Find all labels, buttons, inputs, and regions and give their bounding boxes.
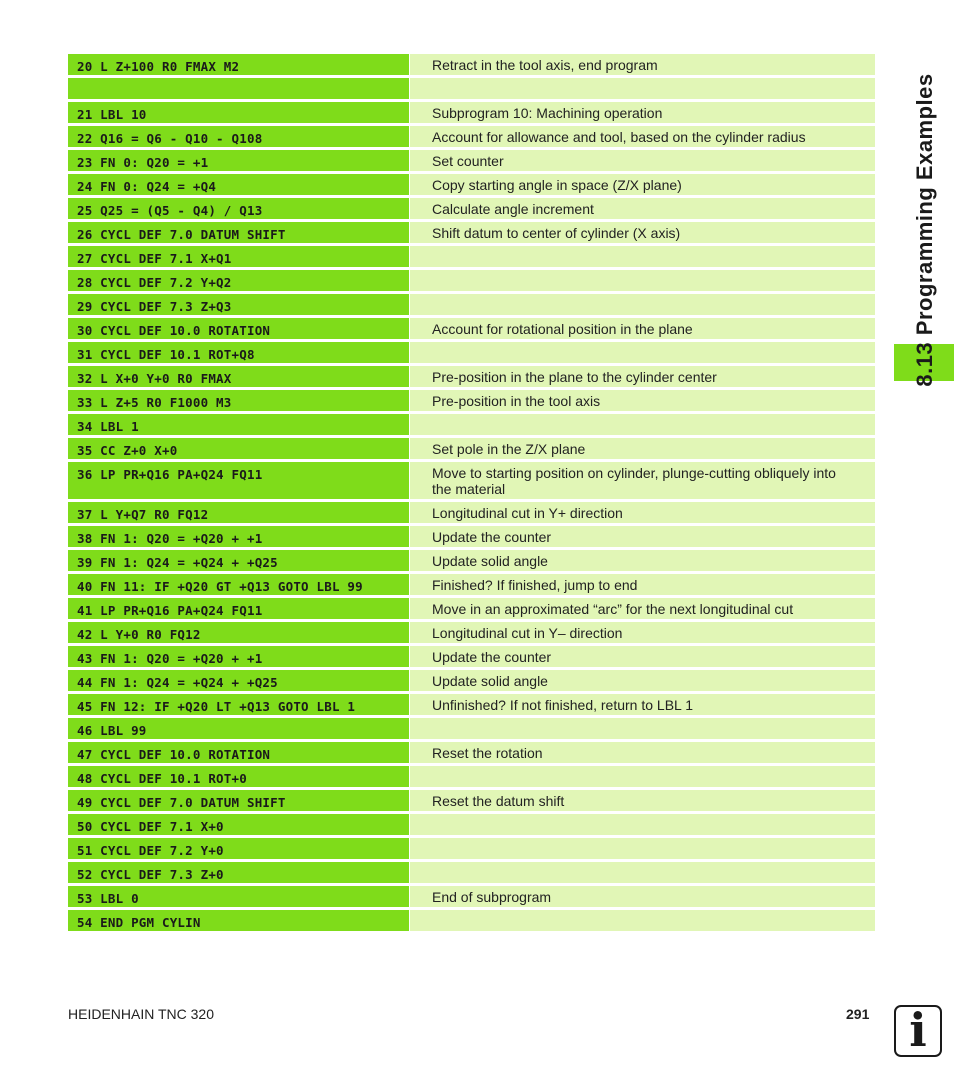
- nc-code-cell: 44 FN 1: Q24 = +Q24 + +Q25: [68, 670, 409, 691]
- chapter-title: 8.13 Programming Examples: [912, 73, 937, 387]
- table-row: [68, 270, 875, 291]
- description-cell: Move to starting position on cylinder, plunge-cutting obliquely into the material: [410, 462, 875, 499]
- table-row: [68, 502, 875, 523]
- description-cell: [410, 246, 875, 267]
- description-cell: [410, 862, 875, 883]
- nc-code-cell: [68, 78, 409, 99]
- description-cell: [410, 270, 875, 291]
- table-row: [68, 54, 875, 75]
- nc-code-cell: 30 CYCL DEF 10.0 ROTATION: [68, 318, 409, 339]
- description-cell: Pre-position in the plane to the cylinder center: [410, 366, 875, 387]
- table-row: [68, 366, 875, 387]
- description-cell: Shift datum to center of cylinder (X axis): [410, 222, 875, 243]
- nc-code-cell: 42 L Y+0 R0 FQ12: [68, 622, 409, 643]
- description-cell: Reset the rotation: [410, 742, 875, 763]
- nc-code-cell: 39 FN 1: Q24 = +Q24 + +Q25: [68, 550, 409, 571]
- description-cell: Subprogram 10: Machining operation: [410, 102, 875, 123]
- nc-code-cell: 51 CYCL DEF 7.2 Y+0: [68, 838, 409, 859]
- table-row: [68, 342, 875, 363]
- nc-code-cell: 23 FN 0: Q20 = +1: [68, 150, 409, 171]
- nc-code-cell: 31 CYCL DEF 10.1 ROT+Q8: [68, 342, 409, 363]
- nc-code-cell: 37 L Y+Q7 R0 FQ12: [68, 502, 409, 523]
- table-row: [68, 598, 875, 619]
- nc-code-cell: 54 END PGM CYLIN: [68, 910, 409, 931]
- table-row: [68, 910, 875, 931]
- table-row: [68, 814, 875, 835]
- nc-code-cell: 33 L Z+5 R0 F1000 M3: [68, 390, 409, 411]
- description-cell: Calculate angle increment: [410, 198, 875, 219]
- table-row: [68, 574, 875, 595]
- nc-code-cell: 26 CYCL DEF 7.0 DATUM SHIFT: [68, 222, 409, 243]
- table-row: [68, 294, 875, 315]
- table-row: [68, 78, 875, 99]
- table-row: [68, 150, 875, 171]
- description-cell: Reset the datum shift: [410, 790, 875, 811]
- nc-code-cell: 28 CYCL DEF 7.2 Y+Q2: [68, 270, 409, 291]
- table-row: [68, 766, 875, 787]
- description-cell: Finished? If finished, jump to end: [410, 574, 875, 595]
- nc-code-cell: 29 CYCL DEF 7.3 Z+Q3: [68, 294, 409, 315]
- table-row: [68, 670, 875, 691]
- description-cell: [410, 766, 875, 787]
- nc-code-cell: 50 CYCL DEF 7.1 X+0: [68, 814, 409, 835]
- table-row: [68, 438, 875, 459]
- description-cell: Retract in the tool axis, end program: [410, 54, 875, 75]
- description-cell: [410, 838, 875, 859]
- nc-code-cell: 25 Q25 = (Q5 - Q4) / Q13: [68, 198, 409, 219]
- description-cell: [410, 294, 875, 315]
- nc-code-cell: 46 LBL 99: [68, 718, 409, 739]
- description-cell: Set counter: [410, 150, 875, 171]
- table-row: [68, 694, 875, 715]
- table-row: [68, 886, 875, 907]
- info-icon: [894, 1005, 942, 1057]
- table-row: [68, 622, 875, 643]
- page-number: 291: [846, 1006, 870, 1022]
- table-row: [68, 550, 875, 571]
- table-row: [68, 790, 875, 811]
- description-cell: Account for rotational position in the plane: [410, 318, 875, 339]
- nc-code-cell: 41 LP PR+Q16 PA+Q24 FQ11: [68, 598, 409, 619]
- description-cell: Account for allowance and tool, based on the cylinder radius: [410, 126, 875, 147]
- table-row: [68, 174, 875, 195]
- description-cell: [410, 910, 875, 931]
- table-row: [68, 246, 875, 267]
- description-cell: [410, 718, 875, 739]
- description-cell: Pre-position in the tool axis: [410, 390, 875, 411]
- table-row: [68, 838, 875, 859]
- description-cell: [410, 814, 875, 835]
- description-cell: Copy starting angle in space (Z/X plane): [410, 174, 875, 195]
- description-cell: Unfinished? If not finished, return to LBL 1: [410, 694, 875, 715]
- description-cell: Longitudinal cut in Y+ direction: [410, 502, 875, 523]
- description-cell: Set pole in the Z/X plane: [410, 438, 875, 459]
- table-row: [68, 862, 875, 883]
- description-cell: Update solid angle: [410, 670, 875, 691]
- nc-code-cell: 27 CYCL DEF 7.1 X+Q1: [68, 246, 409, 267]
- description-cell: [410, 414, 875, 435]
- nc-code-cell: 47 CYCL DEF 10.0 ROTATION: [68, 742, 409, 763]
- nc-code-cell: 53 LBL 0: [68, 886, 409, 907]
- description-cell: Update solid angle: [410, 550, 875, 571]
- table-row: [68, 462, 875, 499]
- table-row: [68, 646, 875, 667]
- table-row: [68, 742, 875, 763]
- table-row: [68, 414, 875, 435]
- nc-code-cell: 52 CYCL DEF 7.3 Z+0: [68, 862, 409, 883]
- nc-code-cell: 43 FN 1: Q20 = +Q20 + +1: [68, 646, 409, 667]
- nc-code-cell: 24 FN 0: Q24 = +Q4: [68, 174, 409, 195]
- nc-code-cell: 35 CC Z+0 X+0: [68, 438, 409, 459]
- table-row: [68, 198, 875, 219]
- description-cell: [410, 78, 875, 99]
- nc-code-cell: 40 FN 11: IF +Q20 GT +Q13 GOTO LBL 99: [68, 574, 409, 595]
- description-cell: Longitudinal cut in Y– direction: [410, 622, 875, 643]
- table-row: [68, 102, 875, 123]
- nc-code-cell: 34 LBL 1: [68, 414, 409, 435]
- table-row: [68, 718, 875, 739]
- description-cell: Update the counter: [410, 526, 875, 547]
- nc-code-cell: 49 CYCL DEF 7.0 DATUM SHIFT: [68, 790, 409, 811]
- table-row: [68, 526, 875, 547]
- description-cell: End of subprogram: [410, 886, 875, 907]
- description-cell: Update the counter: [410, 646, 875, 667]
- program-table: [68, 54, 875, 934]
- info-icon-glyph: i: [909, 1003, 927, 1057]
- nc-code-cell: 21 LBL 10: [68, 102, 409, 123]
- footer-product: HEIDENHAIN TNC 320: [68, 1006, 215, 1022]
- nc-code-cell: 22 Q16 = Q6 - Q10 - Q108: [68, 126, 409, 147]
- nc-code-cell: 48 CYCL DEF 10.1 ROT+0: [68, 766, 409, 787]
- nc-code-cell: 20 L Z+100 R0 FMAX M2: [68, 54, 409, 75]
- table-row: [68, 318, 875, 339]
- nc-code-cell: 32 L X+0 Y+0 R0 FMAX: [68, 366, 409, 387]
- description-cell: [410, 342, 875, 363]
- table-row: [68, 390, 875, 411]
- description-cell: Move in an approximated “arc” for the next longitudinal cut: [410, 598, 875, 619]
- table-row: [68, 222, 875, 243]
- nc-code-cell: 45 FN 12: IF +Q20 LT +Q13 GOTO LBL 1: [68, 694, 409, 715]
- nc-code-cell: 38 FN 1: Q20 = +Q20 + +1: [68, 526, 409, 547]
- table-row: [68, 126, 875, 147]
- nc-code-cell: 36 LP PR+Q16 PA+Q24 FQ11: [68, 462, 409, 499]
